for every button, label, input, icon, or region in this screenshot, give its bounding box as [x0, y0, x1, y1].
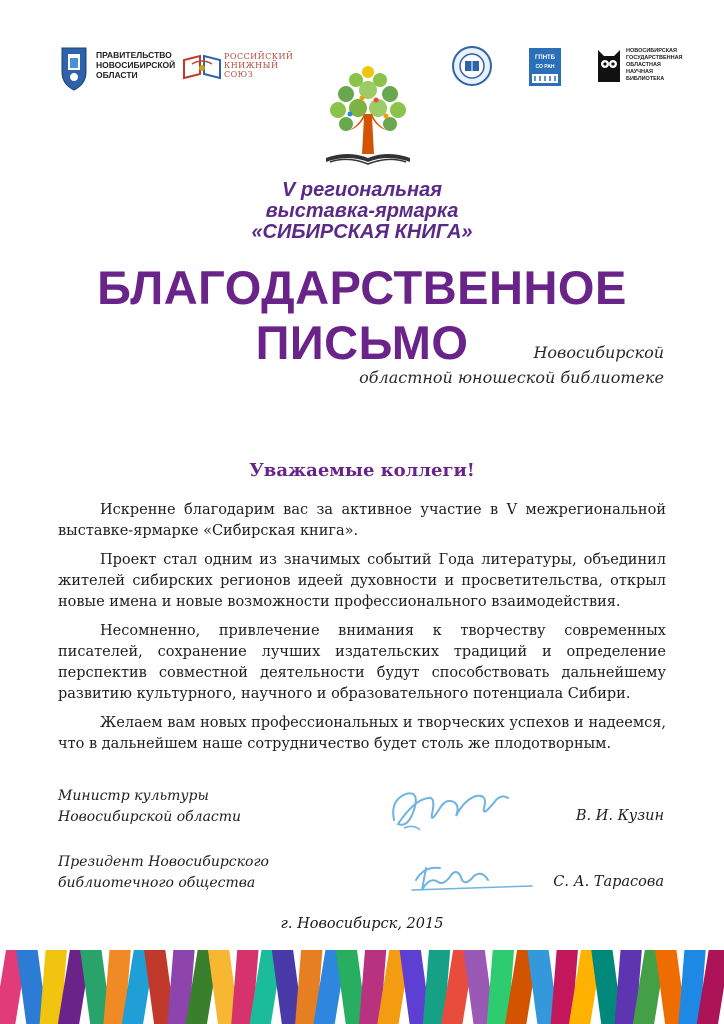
exhibition-title: V региональная выставка-ярмарка «СИБИРСКАЯ КНИГА» — [251, 179, 473, 243]
letter-heading: БЛАГОДАРСТВЕННОЕ ПИСЬМО — [97, 261, 627, 369]
owl-icon — [596, 46, 622, 86]
letter-body — [58, 500, 666, 763]
nsk-library-logo — [596, 46, 686, 88]
place-and-date: г. Новосибирск, 2015 — [280, 916, 444, 932]
gpntb-logo-subtitle: СО РАН — [535, 64, 555, 70]
nsk-library-logo-text: НОВОСИБИРСКАЯ ГОСУДАРСТВЕННАЯ ОБЛАСТНАЯ НАУЧНАЯ БИБЛИОТЕКА — [626, 48, 683, 82]
recipient: Новосибирской областной юношеской библиотеке — [359, 343, 664, 387]
open-book-icon — [182, 52, 222, 84]
signatory-name-1: В. И. Кузин — [575, 808, 664, 824]
gpntb-logo-title: ГПНТБ — [534, 55, 556, 61]
decorative-stripes-footer — [0, 950, 724, 1024]
coat-of-arms-icon — [58, 44, 90, 92]
book-union-logo-text: РОССИЙСКИЙ КНИЖНЫЙ СОЮЗ — [224, 52, 294, 79]
book-tree-icon — [316, 58, 420, 178]
book-union-logo — [182, 50, 292, 86]
library-association-logo — [452, 46, 492, 86]
signatory-title-2: Президент Новосибирского библиотечного общества — [58, 854, 269, 891]
gpntb-logo — [529, 48, 561, 86]
paragraph: Желаем вам новых профессиональных и творческих успехов и надеемся, что в дальнейшем наше сотрудничество будет столь же плодотворным. — [58, 715, 666, 752]
paragraph: Несомненно, привлечение внимания к творчеству современных писателей, сохранение лучших издательских традиций и определение перспектив совместной деятельности будут способствовать дальнейшему развитию культурного, научного и образовательного потенциала Сибири. — [58, 623, 666, 702]
greeting: Уважаемые коллеги! — [249, 460, 475, 481]
paragraph: Искренне благодарим вас за активное участие в V межрегиональной выставке-ярмарке «Сибирская книга». — [58, 502, 666, 539]
government-logo — [58, 44, 188, 94]
signatory-title-1: Министр культуры Новосибирской области — [58, 788, 242, 825]
circle-emblem-icon — [452, 46, 492, 86]
signatory-name-2: С. А. Тарасова — [553, 874, 664, 890]
government-logo-text: ПРАВИТЕЛЬСТВО НОВОСИБИРСКОЙ ОБЛАСТИ — [96, 50, 176, 80]
paragraph: Проект стал одним из значимых событий Года литературы, объединил жителей сибирских регионов идеей духовности и просветительства, открыл новые имена и новые возможности профессионального взаимодействия. — [58, 552, 666, 610]
